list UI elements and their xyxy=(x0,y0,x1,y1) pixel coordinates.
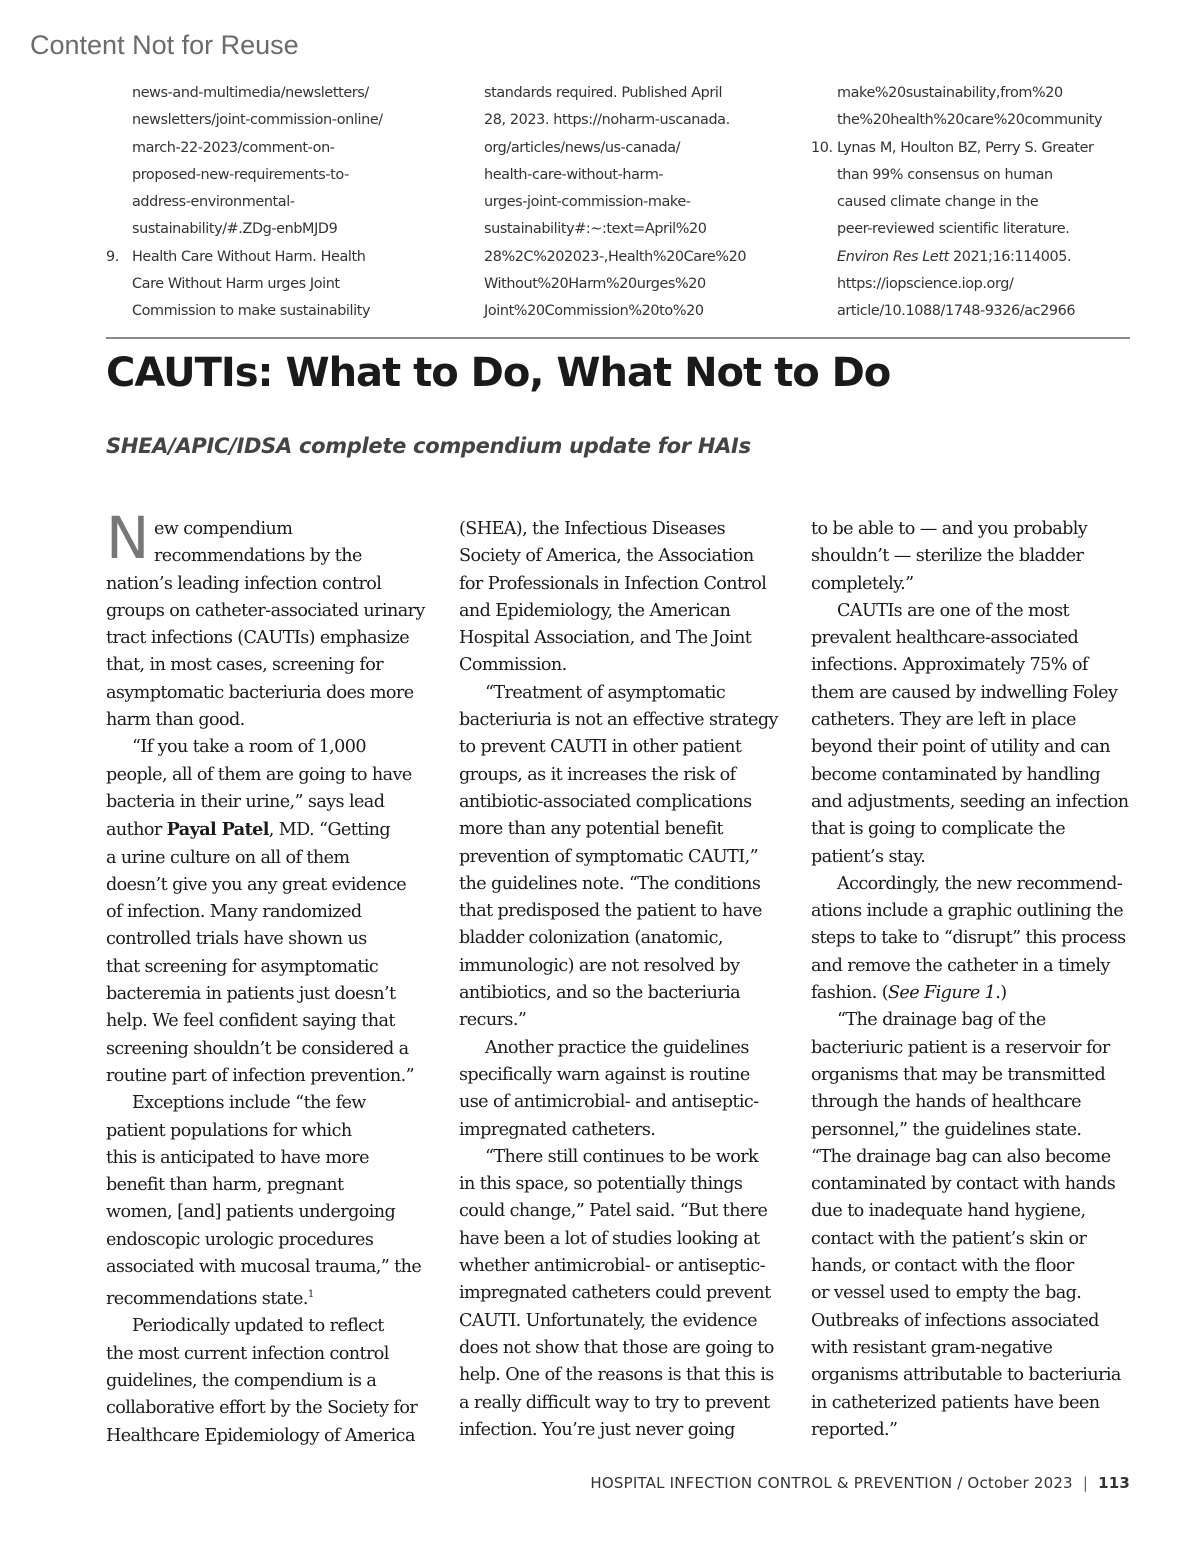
watermark: Content Not for Reuse xyxy=(30,30,299,60)
text-line: the guidelines note. “The conditions xyxy=(459,873,761,894)
text-line: a really difficult way to try to prevent xyxy=(459,1392,770,1413)
reference-line: peer-reviewed scientific literature. xyxy=(837,221,1070,238)
text-line: “There still continues to be work xyxy=(485,1146,759,1167)
text-line: CAUTI. Unfortunately, the evidence xyxy=(459,1310,757,1331)
text-line: whether antimicrobial- or antiseptic- xyxy=(459,1256,765,1277)
references-column-3 xyxy=(811,80,1141,326)
text-line: guidelines, the compendium is a xyxy=(106,1371,377,1392)
text-line: them are caused by indwelling Foley xyxy=(811,682,1118,703)
text-line: nation’s leading infection control xyxy=(106,573,382,594)
text-line: to prevent CAUTI in other patient xyxy=(459,737,742,758)
publication-line: HOSPITAL INFECTION CONTROL & PREVENTION / October 2023 xyxy=(590,1474,1073,1492)
reference-line: standards required. Published April xyxy=(484,85,723,101)
text-line: screening shouldn’t be considered a xyxy=(106,1038,409,1059)
text-line: “The drainage bag can also become xyxy=(811,1146,1111,1167)
text-line: does not show that those are going to xyxy=(459,1337,774,1358)
article-subtitle: SHEA/APIC/IDSA complete compendium update for HAIs xyxy=(106,434,751,458)
text-line: infection. You’re just never going xyxy=(459,1419,735,1440)
text-line: this is anticipated to have more xyxy=(106,1147,369,1168)
page-number: 113 xyxy=(1098,1474,1130,1492)
text-line: completely.” xyxy=(811,573,914,594)
reference-line xyxy=(811,244,1141,271)
reference-10-line xyxy=(811,135,1141,162)
reference-line: the%20health%20care%20community xyxy=(837,112,1103,129)
text-line: antibiotics, and so the bacteriuria xyxy=(459,983,741,1004)
text-line: help. We feel confident saying that xyxy=(106,1011,395,1032)
author-name: Payal Patel xyxy=(166,819,269,841)
reference-line: Commission to make sustainability xyxy=(132,303,371,320)
text-line: and adjustments, seeding an infection xyxy=(811,791,1129,812)
text-line: that is going to complicate the xyxy=(811,819,1066,840)
text-line: Outbreaks of infections associated xyxy=(811,1310,1099,1331)
text-line: have been a lot of studies looking at xyxy=(459,1228,760,1249)
text-line: antibiotic-associated complications xyxy=(459,791,752,812)
reference-line: Joint%20Commission%20to%20 xyxy=(484,303,704,320)
reference-line: sustainability/#.ZDg-enbMJD9 xyxy=(132,221,338,238)
text-line: associated with mucosal trauma,” the xyxy=(106,1257,422,1278)
text-line: Periodically updated to reflect xyxy=(132,1316,384,1337)
article-column-1 xyxy=(106,504,426,1450)
text-line: could change,” Patel said. “But there xyxy=(459,1201,768,1222)
reference-line: news-and-multimedia/newsletters/ xyxy=(132,85,369,101)
text-line: Society of America, the Association xyxy=(459,546,754,567)
section-divider xyxy=(106,337,1130,339)
reference-link[interactable]: article/10.1088/1748-9326/ac2966 xyxy=(837,303,1076,320)
figure-reference[interactable]: See Figure 1 xyxy=(887,983,996,1004)
references-column-2 xyxy=(458,80,788,326)
text-line: that predisposed the patient to have xyxy=(459,901,762,922)
reference-text: Lynas M, Houlton BZ, Perry S. Greater xyxy=(837,139,1094,156)
reference-number: 10. xyxy=(811,139,833,156)
reference-line: newsletters/joint-commission-online/ xyxy=(132,112,383,129)
text-line: collaborative effort by the Society for xyxy=(106,1398,418,1419)
text-line: in catheterized patients have been xyxy=(811,1392,1100,1413)
text-fragment: author xyxy=(106,820,167,841)
reference-line: 28%2C%202023-,Health%20Care%20 xyxy=(484,248,747,265)
text-line: controlled trials have shown us xyxy=(106,929,367,950)
reference-link[interactable]: https://iopscience.iop.org/ xyxy=(837,276,1014,293)
reference-line: org/articles/news/us-canada/ xyxy=(484,139,681,156)
drop-cap: N xyxy=(106,504,149,572)
text-line: that, in most cases, screening for xyxy=(106,655,384,676)
text-line: and remove the catheter in a timely xyxy=(811,955,1110,976)
citation-text: 2021;16:114005. xyxy=(948,248,1072,265)
text-line: impregnated catheters. xyxy=(459,1119,656,1140)
text-line: people, all of them are going to have xyxy=(106,764,412,785)
article-column-3 xyxy=(811,516,1131,1444)
text-fragment: recommendations state. xyxy=(106,1289,308,1310)
text-line: hands, or contact with the floor xyxy=(811,1256,1074,1277)
text-line: of infection. Many randomized xyxy=(106,902,362,923)
text-line: in this space, so potentially things xyxy=(459,1174,743,1195)
text-line: patient’s stay. xyxy=(811,846,926,867)
text-line: benefit than harm, pregnant xyxy=(106,1175,344,1196)
text-line: (SHEA), the Infectious Diseases xyxy=(459,519,726,539)
text-line: more than any potential benefit xyxy=(459,819,723,840)
references-block xyxy=(106,80,1130,330)
reference-9-line xyxy=(106,244,436,271)
text-line: women, [and] patients undergoing xyxy=(106,1202,396,1223)
journal-name: Environ Res Lett xyxy=(837,248,949,265)
text-line: infections. Approximately 75% of xyxy=(811,655,1088,676)
text-line: steps to take to “disrupt” this process xyxy=(811,928,1126,949)
text-line: “If you take a room of 1,000 xyxy=(132,737,366,758)
text-line: asymptomatic bacteriuria does more xyxy=(106,682,414,703)
reference-line: make%20sustainability,from%20 xyxy=(837,85,1063,101)
reference-number: 9. xyxy=(106,248,119,265)
text-line: prevalent healthcare-associated xyxy=(811,628,1079,649)
reference-line: Care Without Harm urges Joint xyxy=(132,276,340,293)
text-line: to be able to — and you probably xyxy=(811,519,1088,539)
text-line: beyond their point of utility and can xyxy=(811,737,1111,758)
text-line: impregnated catheters could prevent xyxy=(459,1283,771,1304)
text-line: for Professionals in Infection Control xyxy=(459,573,767,594)
text-line: ations include a graphic outlining the xyxy=(811,901,1124,922)
reference-text: Health Care Without Harm. Health xyxy=(132,248,366,265)
text-line: tract infections (CAUTIs) emphasize xyxy=(106,628,410,649)
text-line: endoscopic urologic procedures xyxy=(106,1229,374,1250)
reference-line: Without%20Harm%20urges%20 xyxy=(484,276,706,293)
text-line: organisms attributable to bacteriuria xyxy=(811,1365,1121,1386)
text-line: ew compendium xyxy=(154,519,293,539)
reference-line: caused climate change in the xyxy=(837,194,1039,211)
text-line: with resistant gram-negative xyxy=(811,1337,1053,1358)
text-line: bacteriuric patient is a reservoir for xyxy=(811,1037,1110,1058)
article-title: CAUTIs: What to Do, What Not to Do xyxy=(106,350,891,396)
text-line: use of antimicrobial- and antiseptic- xyxy=(459,1092,759,1113)
reference-line: than 99% consensus on human xyxy=(837,166,1053,183)
text-line: reported.” xyxy=(811,1419,898,1440)
text-line: and Epidemiology, the American xyxy=(459,600,731,621)
references-column-1 xyxy=(106,80,436,326)
text-line: contact with the patient’s skin or xyxy=(811,1228,1087,1249)
reference-line: health-care-without-harm- xyxy=(484,166,664,183)
text-line xyxy=(106,816,426,844)
reference-line: sustainability#:~:text=April%20 xyxy=(484,221,707,238)
text-line: recommendations by the xyxy=(154,546,362,567)
text-line: shouldn’t — sterilize the bladder xyxy=(811,546,1084,567)
text-line: prevention of symptomatic CAUTI,” xyxy=(459,846,759,867)
text-line: Another practice the guidelines xyxy=(485,1037,749,1058)
text-line: groups on catheter-associated urinary xyxy=(106,600,425,621)
footer-separator: | xyxy=(1082,1474,1089,1492)
text-line xyxy=(106,1281,426,1313)
text-line: through the hands of healthcare xyxy=(811,1092,1081,1113)
text-line: groups, as it increases the risk of xyxy=(459,764,736,785)
text-line: or vessel used to empty the bag. xyxy=(811,1283,1082,1304)
text-line: immunologic) are not resolved by xyxy=(459,955,740,976)
text-line: that screening for asymptomatic xyxy=(106,956,379,977)
text-fragment: .) xyxy=(995,983,1007,1004)
text-line: patient populations for which xyxy=(106,1120,352,1141)
text-line: bacteria in their urine,” says lead xyxy=(106,791,385,812)
text-line: the most current infection control xyxy=(106,1343,389,1364)
reference-line: march-22-2023/comment-on- xyxy=(132,139,335,156)
text-line: Healthcare Epidemiology of America xyxy=(106,1425,415,1446)
article-column-2 xyxy=(459,516,779,1444)
text-line: organisms that may be transmitted xyxy=(811,1064,1106,1085)
text-line: bacteremia in patients just doesn’t xyxy=(106,984,396,1005)
text-line: routine part of infection prevention.” xyxy=(106,1065,415,1086)
text-line: due to inadequate hand hygiene, xyxy=(811,1201,1086,1222)
text-fragment: , MD. “Getting xyxy=(268,820,391,841)
text-line: contaminated by contact with hands xyxy=(811,1174,1116,1195)
reference-line: proposed-new-requirements-to- xyxy=(132,166,349,183)
text-line: “The drainage bag of the xyxy=(837,1010,1046,1031)
text-line: Hospital Association, and The Joint xyxy=(459,628,752,649)
reference-line: address-environmental- xyxy=(132,194,295,211)
text-line: help. One of the reasons is that this is xyxy=(459,1365,774,1386)
text-line: bacteriuria is not an effective strategy xyxy=(459,710,778,731)
text-line: catheters. They are left in place xyxy=(811,710,1076,731)
text-line: become contaminated by handling xyxy=(811,764,1101,785)
text-line xyxy=(811,980,1131,1007)
text-line: “Treatment of asymptomatic xyxy=(485,682,726,703)
text-line: Accordingly, the new recommend- xyxy=(837,873,1123,894)
text-fragment: fashion. ( xyxy=(811,983,888,1004)
reference-line: urges-joint-commission-make- xyxy=(484,194,691,211)
page-footer xyxy=(590,1474,1130,1492)
text-line: specifically warn against is routine xyxy=(459,1064,750,1085)
text-line: bladder colonization (anatomic, xyxy=(459,928,723,949)
text-line: doesn’t give you any great evidence xyxy=(106,874,407,895)
text-line: a urine culture on all of them xyxy=(106,847,350,868)
text-line: personnel,” the guidelines state. xyxy=(811,1119,1082,1140)
text-line: Commission. xyxy=(459,655,567,676)
text-line: CAUTIs are one of the most xyxy=(837,600,1070,621)
footnote-marker: 1 xyxy=(307,1289,314,1301)
text-line: harm than good. xyxy=(106,710,245,731)
text-line: recurs.” xyxy=(459,1010,527,1031)
text-line: Exceptions include “the few xyxy=(132,1093,366,1114)
reference-line: 28, 2023. https://noharm-uscanada. xyxy=(484,112,730,129)
